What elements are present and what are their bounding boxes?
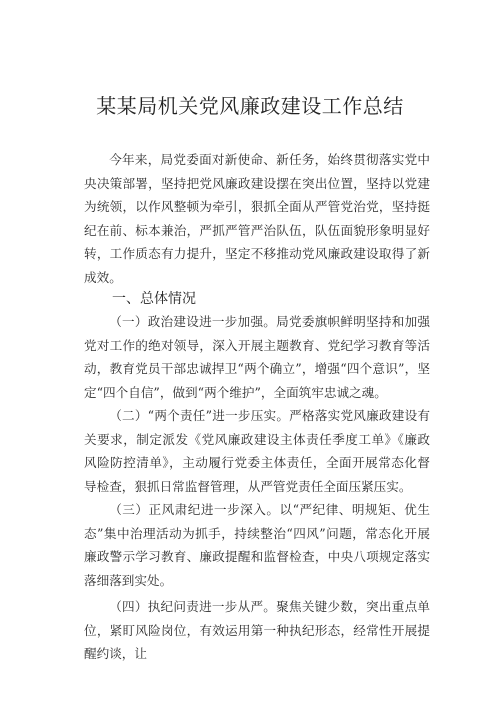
paragraph-two-responsibilities: （二）“两个责任”进一步压实。严格落实党风廉政建设有关要求，制定派发《党风廉政建设主体责任季度工单》《廉政风险防控清单》，主动履行党委主体责任，全面开展常态化督导检查，狠抓日常监督管理，从严管党责任全面压紧压实。 <box>84 408 430 494</box>
paragraph-accountability: （四）执纪问责进一步从严。聚焦关键少数，突出重点单位，紧盯风险岗位，有效运用第一种执纪形态，经常性开展提醒约谈，让 <box>84 599 430 662</box>
section-heading-overview: 一、总体情况 <box>112 291 196 307</box>
document-title: 某某局机关党风廉政建设工作总结 <box>96 94 404 118</box>
paragraph-political-construction: （一）政治建设进一步加强。局党委旗帜鲜明坚持和加强党对工作的绝对领导，深入开展主题教育、党纪学习教育等活动，教育党员干部忠诚捍卫“两个确立”，增强“四个意识”，坚定“四个自信”，做到“两个维护”，全面筑牢忠诚之魂。 <box>84 314 430 400</box>
paragraph-discipline-rectification: （三）正风肃纪进一步深入。以“严纪律、明规矩、优生态”集中治理活动为抓手，持续整治“四风”问题，常态化开展廉政警示学习教育、廉政提醒和监督检查，中央八项规定落实落细落到实处。 <box>84 502 430 588</box>
intro-paragraph: 今年来，局党委面对新使命、新任务，始终贯彻落实党中央决策部署，坚持把党风廉政建设摆在突出位置，坚持以党建为统领，以作风整顿为牵引，狠抓全面从严管党治党，坚持挺纪在前、标本兼治，严抓严管严治队伍，队伍面貌形象明显好转，工作质态有力提升，坚定不移推动党风廉政建设取得了新成效。 <box>84 152 430 285</box>
